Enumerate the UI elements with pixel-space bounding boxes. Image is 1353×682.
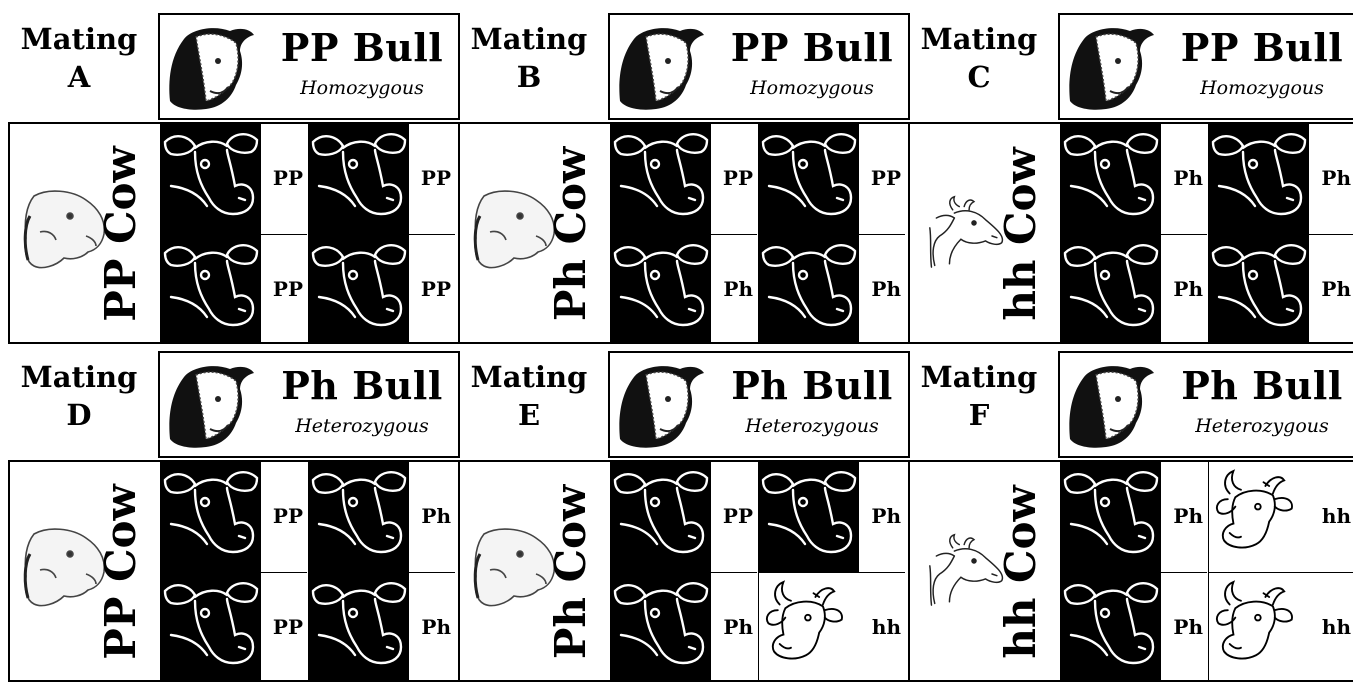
offspring-genotype: Ph — [1321, 166, 1351, 190]
offspring-genotype: hh — [1321, 504, 1351, 528]
offspring-cell — [160, 462, 307, 572]
punnett-grid — [8, 460, 460, 682]
offspring-cell — [610, 572, 757, 682]
bull-name: Ph Bull — [1181, 363, 1343, 408]
offspring-genotype: Ph — [723, 615, 753, 639]
cow-box — [460, 124, 610, 342]
cow-box — [10, 462, 160, 680]
punnett-grid — [908, 122, 1353, 344]
offspring-cell — [308, 572, 455, 682]
polled-calf-icon — [611, 235, 711, 344]
mating-letter: F — [968, 398, 990, 432]
offspring-cell — [1060, 462, 1207, 572]
bull-zygosity: Heterozygous — [1195, 415, 1329, 437]
mating-letter: A — [67, 60, 91, 94]
offspring-cell — [758, 572, 905, 682]
offspring-genotype: PP — [420, 277, 451, 301]
mating-label-word: Mating — [20, 22, 138, 56]
offspring-cell — [610, 234, 757, 344]
polled-calf-icon — [759, 124, 859, 234]
horned-calf-icon — [759, 573, 853, 682]
bull-zygosity: Homozygous — [750, 77, 874, 99]
mating-panel — [900, 0, 1350, 340]
mating-label — [900, 338, 1058, 460]
polled-calf-icon — [611, 573, 711, 682]
offspring-cell — [1208, 572, 1353, 682]
offspring-genotype: PP — [272, 504, 303, 528]
mating-label — [900, 0, 1058, 122]
offspring-cell — [1208, 124, 1353, 234]
mating-letter: E — [517, 398, 541, 432]
offspring-genotype: PP — [870, 166, 901, 190]
offspring-cell — [308, 124, 455, 234]
punnett-grid — [458, 122, 910, 344]
polled-calf-icon — [161, 124, 261, 234]
mating-letter: D — [66, 398, 92, 432]
mating-label-word: Mating — [920, 22, 1038, 56]
polled-calf-icon — [1061, 235, 1161, 344]
offspring-cell — [308, 234, 455, 344]
cow-name: Ph Cow — [546, 146, 595, 322]
mating-label — [0, 338, 158, 460]
polled-calf-icon — [161, 573, 261, 682]
polled-calf-icon — [1209, 124, 1309, 234]
mating-label — [0, 0, 158, 122]
offspring-cell — [610, 462, 757, 572]
polled-calf-icon — [309, 573, 409, 682]
bull-box — [608, 13, 910, 120]
offspring-genotype: Ph — [1173, 504, 1203, 528]
bull-box — [158, 13, 460, 120]
offspring-cell — [160, 572, 307, 682]
offspring-genotype: Ph — [1173, 166, 1203, 190]
punnett-grid — [908, 460, 1353, 682]
cow-name: hh Cow — [996, 147, 1045, 321]
polled-calf-icon — [1061, 124, 1161, 234]
bull-zygosity: Homozygous — [1200, 77, 1324, 99]
offspring-genotype: PP — [272, 277, 303, 301]
cow-box — [910, 124, 1060, 342]
offspring-genotype: Ph — [871, 277, 901, 301]
polled-calf-icon — [309, 462, 409, 572]
bull-zygosity: Heterozygous — [295, 415, 429, 437]
offspring-genotype: PP — [272, 615, 303, 639]
bull-box — [608, 351, 910, 458]
offspring-cell — [758, 462, 905, 572]
offspring-cell — [610, 124, 757, 234]
mating-label-word: Mating — [470, 22, 588, 56]
offspring-cell — [160, 234, 307, 344]
mating-letter: C — [967, 60, 991, 94]
bull-name: PP Bull — [1180, 25, 1344, 70]
offspring-genotype: Ph — [1173, 615, 1203, 639]
offspring-cell — [1208, 234, 1353, 344]
cow-box — [10, 124, 160, 342]
mating-label-word: Mating — [920, 360, 1038, 394]
mating-label — [450, 0, 608, 122]
offspring-cell — [758, 234, 905, 344]
mating-panel — [900, 338, 1350, 678]
polled-calf-icon — [611, 462, 711, 572]
cow-box — [910, 462, 1060, 680]
offspring-genotype: PP — [420, 166, 451, 190]
offspring-cell — [1060, 124, 1207, 234]
punnett-grid — [8, 122, 460, 344]
offspring-genotype: Ph — [723, 277, 753, 301]
offspring-cell — [308, 462, 455, 572]
offspring-genotype: PP — [272, 166, 303, 190]
bull-name: Ph Bull — [281, 363, 443, 408]
bull-box — [1058, 351, 1353, 458]
bull-head-icon — [616, 359, 708, 451]
polled-calf-icon — [759, 462, 859, 572]
offspring-genotype: Ph — [1173, 277, 1203, 301]
polled-calf-icon — [759, 235, 859, 344]
bull-box — [1058, 13, 1353, 120]
bull-zygosity: Heterozygous — [745, 415, 879, 437]
mating-letter: B — [516, 60, 542, 94]
mating-label — [450, 338, 608, 460]
offspring-genotype: PP — [722, 166, 753, 190]
punnett-grid — [458, 460, 910, 682]
polled-calf-icon — [309, 124, 409, 234]
offspring-genotype: Ph — [421, 615, 451, 639]
offspring-cell — [1060, 234, 1207, 344]
offspring-cell — [160, 124, 307, 234]
cow-name: hh Cow — [996, 485, 1045, 659]
bull-head-icon — [1066, 359, 1158, 451]
mating-panel — [450, 0, 900, 340]
offspring-genotype: PP — [722, 504, 753, 528]
offspring-cell — [1208, 462, 1353, 572]
bull-head-icon — [1066, 21, 1158, 113]
horned-calf-icon — [1209, 573, 1303, 682]
polled-calf-icon — [309, 235, 409, 344]
polled-calf-icon — [1061, 573, 1161, 682]
offspring-genotype: Ph — [421, 504, 451, 528]
cow-name: Ph Cow — [546, 484, 595, 660]
offspring-genotype: hh — [1321, 615, 1351, 639]
bull-zygosity: Homozygous — [300, 77, 424, 99]
cow-box — [460, 462, 610, 680]
polled-calf-icon — [1209, 235, 1309, 344]
offspring-genotype: Ph — [1321, 277, 1351, 301]
cow-name: PP Cow — [96, 484, 145, 660]
bull-head-icon — [166, 21, 258, 113]
polled-calf-icon — [161, 462, 261, 572]
horned-calf-icon — [1209, 462, 1303, 572]
polled-calf-icon — [1061, 462, 1161, 572]
mating-label-word: Mating — [470, 360, 588, 394]
polled-calf-icon — [611, 124, 711, 234]
cow-name: PP Cow — [96, 146, 145, 322]
polled-calf-icon — [161, 235, 261, 344]
offspring-cell — [758, 124, 905, 234]
offspring-cell — [1060, 572, 1207, 682]
offspring-genotype: hh — [871, 615, 901, 639]
bull-name: PP Bull — [730, 25, 894, 70]
mating-panel — [450, 338, 900, 678]
bull-name: PP Bull — [280, 25, 444, 70]
bull-box — [158, 351, 460, 458]
mating-panel — [0, 338, 450, 678]
offspring-genotype: Ph — [871, 504, 901, 528]
mating-label-word: Mating — [20, 360, 138, 394]
bull-head-icon — [616, 21, 708, 113]
mating-panel — [0, 0, 450, 340]
bull-name: Ph Bull — [731, 363, 893, 408]
bull-head-icon — [166, 359, 258, 451]
